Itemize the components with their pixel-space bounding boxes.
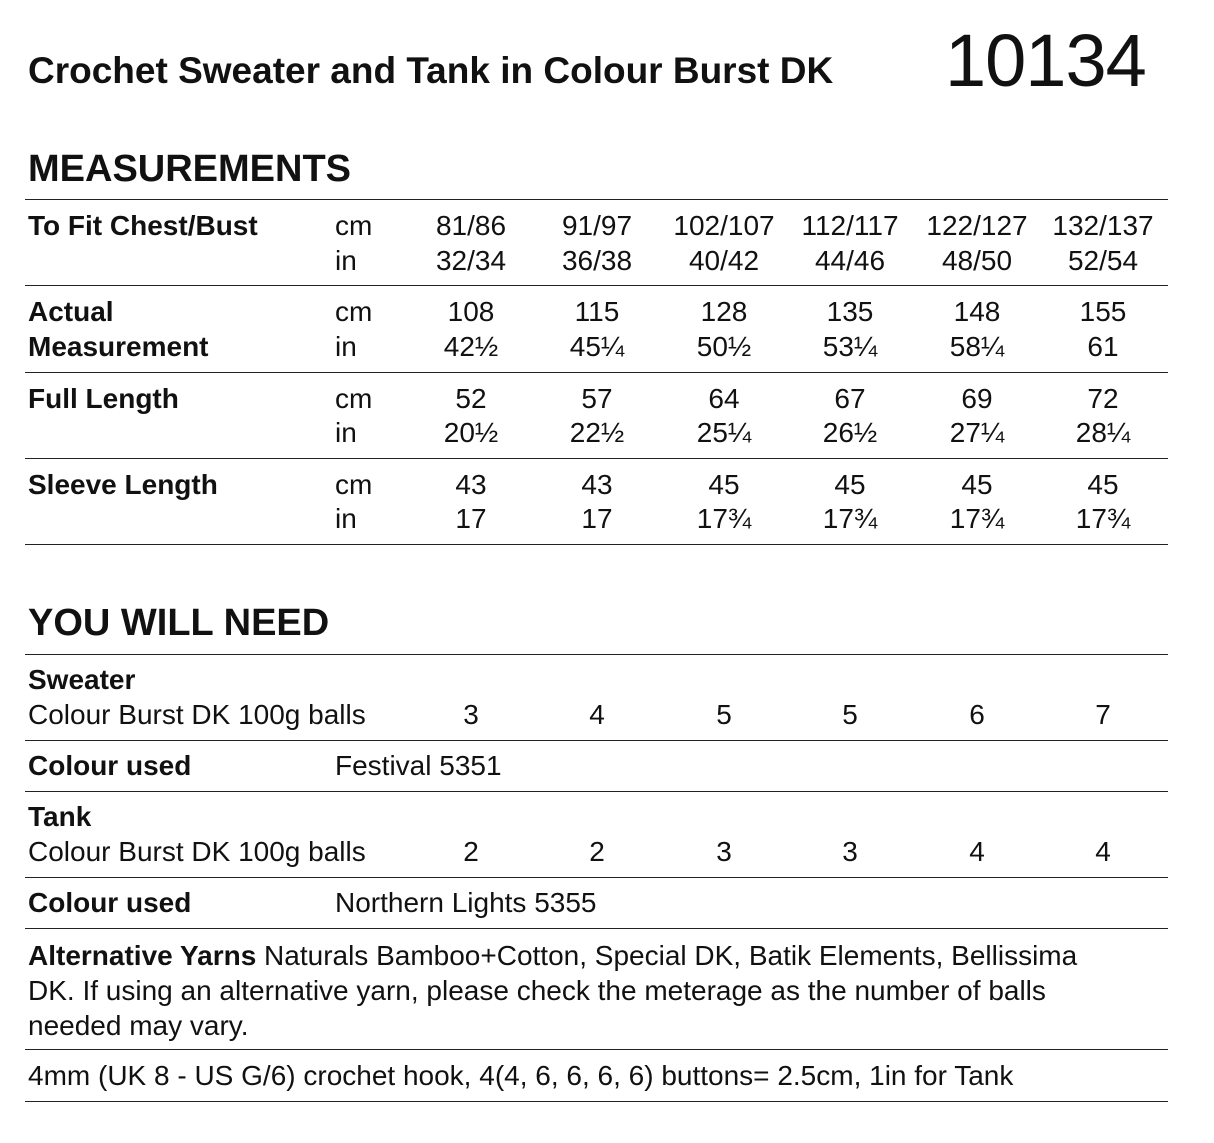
unit-in: in	[335, 331, 357, 362]
size-cell: 43	[581, 469, 613, 500]
divider	[25, 654, 1168, 655]
alternative-yarns-text: Naturals Bamboo+Cotton, Special DK, Batik Elements, Bellissima DK. If using an alternative yarn, please check the meterage as the number of balls needed may vary.	[28, 940, 1078, 1041]
size-cell: 27¼	[949, 417, 1005, 448]
divider	[25, 740, 1168, 741]
sweater-title: Sweater	[28, 664, 136, 695]
colour-used-value: Festival 5351	[335, 750, 502, 781]
size-cell: 28¼	[1075, 417, 1131, 448]
size-cell: 122/127	[926, 210, 1028, 241]
size-cell: 17	[455, 503, 487, 534]
size-cell: 44/46	[814, 245, 886, 276]
size-cell: 115	[574, 296, 620, 327]
balls-cell: 6	[969, 699, 985, 730]
measurements-heading: MEASUREMENTS	[28, 148, 352, 190]
alternative-yarns-label: Alternative Yarns	[28, 940, 257, 971]
size-cell: 69	[961, 383, 993, 414]
size-cell: 52	[455, 383, 487, 414]
balls-cell: 3	[842, 836, 858, 867]
divider	[25, 458, 1168, 459]
balls-cell: 2	[589, 836, 605, 867]
size-cell: 32/34	[435, 245, 507, 276]
size-cell: 36/38	[561, 245, 633, 276]
size-cell: 57	[581, 383, 613, 414]
balls-cell: 3	[716, 836, 732, 867]
size-cell: 50½	[696, 331, 752, 362]
row-label: Actual	[28, 296, 114, 327]
size-cell: 17¾	[822, 503, 878, 534]
divider	[25, 928, 1168, 929]
unit-cm: cm	[335, 296, 373, 327]
yarn-label: Colour Burst DK 100g balls	[28, 699, 366, 730]
size-cell: 17¾	[949, 503, 1005, 534]
you-will-need-heading: YOU WILL NEED	[28, 602, 330, 644]
row-label: Sleeve Length	[28, 469, 218, 500]
size-cell: 40/42	[688, 245, 760, 276]
size-cell: 17	[581, 503, 613, 534]
size-cell: 108	[447, 296, 495, 327]
balls-cell: 4	[1095, 836, 1111, 867]
balls-cell: 3	[463, 699, 479, 730]
size-cell: 135	[826, 296, 874, 327]
size-cell: 61	[1087, 331, 1119, 362]
divider	[25, 877, 1168, 878]
yarn-label: Colour Burst DK 100g balls	[28, 836, 366, 867]
balls-cell: 4	[969, 836, 985, 867]
divider	[25, 372, 1168, 373]
size-cell: 45	[834, 469, 866, 500]
unit-in: in	[335, 417, 357, 448]
divider	[25, 199, 1168, 200]
row-label: Measurement	[28, 331, 209, 362]
size-cell: 45¼	[569, 331, 625, 362]
unit-cm: cm	[335, 210, 373, 241]
colour-used-label: Colour used	[28, 750, 192, 781]
divider	[25, 791, 1168, 792]
size-cell: 45	[708, 469, 740, 500]
unit-in: in	[335, 245, 357, 276]
size-cell: 26½	[822, 417, 878, 448]
size-cell: 58¼	[949, 331, 1005, 362]
colour-used-value: Northern Lights 5355	[335, 887, 597, 918]
alternative-yarns	[28, 938, 1108, 1043]
divider	[25, 544, 1168, 545]
size-cell: 53¼	[822, 331, 878, 362]
size-cell: 72	[1087, 383, 1119, 414]
balls-cell: 4	[589, 699, 605, 730]
size-cell: 102/107	[673, 210, 775, 241]
pattern-number: 10134	[945, 19, 1146, 102]
size-cell: 22½	[569, 417, 625, 448]
size-cell: 48/50	[941, 245, 1013, 276]
balls-cell: 5	[842, 699, 858, 730]
size-cell: 42½	[443, 331, 499, 362]
size-cell: 148	[953, 296, 1001, 327]
hook-note: 4mm (UK 8 - US G/6) crochet hook, 4(4, 6, 6, 6, 6) buttons= 2.5cm, 1in for Tank	[28, 1060, 1014, 1091]
size-cell: 43	[455, 469, 487, 500]
size-cell: 128	[700, 296, 748, 327]
size-cell: 17¾	[1075, 503, 1131, 534]
balls-cell: 7	[1095, 699, 1111, 730]
size-cell: 91/97	[561, 210, 633, 241]
size-cell: 17¾	[696, 503, 752, 534]
size-cell: 25¼	[696, 417, 752, 448]
unit-in: in	[335, 503, 357, 534]
size-cell: 67	[834, 383, 866, 414]
divider	[25, 1049, 1168, 1050]
size-cell: 20½	[443, 417, 499, 448]
size-cell: 155	[1079, 296, 1127, 327]
size-cell: 52/54	[1067, 245, 1139, 276]
balls-cell: 5	[716, 699, 732, 730]
pattern-title: Crochet Sweater and Tank in Colour Burst DK	[28, 50, 834, 91]
divider	[25, 1101, 1168, 1102]
tank-title: Tank	[28, 801, 92, 832]
size-cell: 81/86	[435, 210, 507, 241]
size-cell: 45	[1087, 469, 1119, 500]
unit-cm: cm	[335, 469, 373, 500]
divider	[25, 285, 1168, 286]
row-label: To Fit Chest/Bust	[28, 210, 258, 241]
size-cell: 64	[708, 383, 740, 414]
row-label: Full Length	[28, 383, 179, 414]
size-cell: 132/137	[1052, 210, 1154, 241]
colour-used-label: Colour used	[28, 887, 192, 918]
size-cell: 45	[961, 469, 993, 500]
balls-cell: 2	[463, 836, 479, 867]
unit-cm: cm	[335, 383, 373, 414]
size-cell: 112/117	[801, 210, 899, 241]
